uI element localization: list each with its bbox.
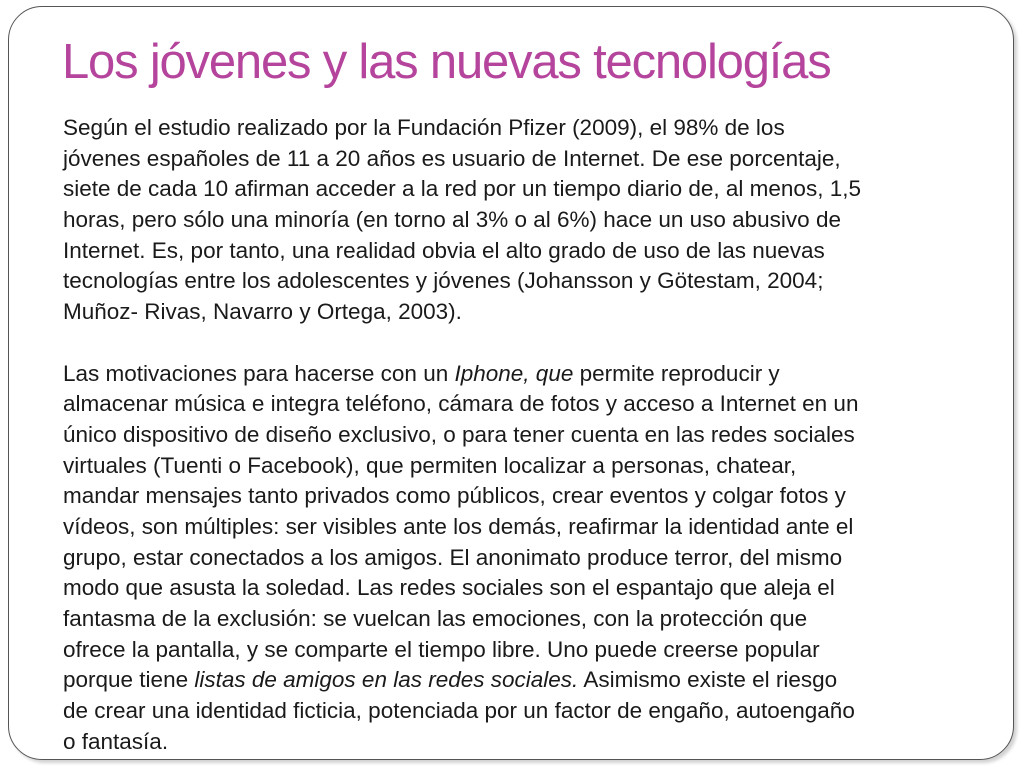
paragraph-2-line xyxy=(63,359,968,390)
paragraph-2-line xyxy=(63,665,968,696)
slide-body xyxy=(63,113,968,757)
paragraph-2-line: único dispositivo de diseño exclusivo, o para tener cuenta en las redes sociales xyxy=(63,421,855,447)
paragraph-2-line: modo que asusta la soledad. Las redes sociales son el espantajo que aleja el xyxy=(63,575,835,601)
paragraph-1-line: Muñoz- Rivas, Navarro y Ortega, 2003). xyxy=(63,299,462,325)
paragraph-2-line: almacenar música e integra teléfono, cámara de fotos y acceso a Internet en un xyxy=(63,391,859,417)
text-run: porque tiene xyxy=(63,667,195,693)
paragraph-2-line: virtuales (Tuenti o Facebook), que permiten localizar a personas, chatear, xyxy=(63,452,797,478)
italic-phrase: listas de amigos en las redes sociales. xyxy=(194,667,579,693)
text-run: Asimismo existe el riesgo xyxy=(578,667,838,693)
italic-phrase: Iphone, que xyxy=(454,360,574,386)
paragraph-1-line: jóvenes españoles de 11 a 20 años es usuario de Internet. De ese porcentaje, xyxy=(63,145,841,171)
paragraph-1-line: tecnologías entre los adolescentes y jóvenes (Johansson y Götestam, 2004; xyxy=(63,268,824,294)
paragraph-2-line: fantasma de la exclusión: se vuelcan las emociones, con la protección que xyxy=(63,606,808,631)
paragraph-2-line: ofrece la pantalla, y se comparte el tiempo libre. Uno puede creerse popular xyxy=(63,636,820,662)
paragraph-gap xyxy=(63,328,968,359)
paragraph-2-line: mandar mensajes tanto privados como públicos, crear eventos y colgar fotos y xyxy=(63,483,846,509)
paragraph-2-line: de crear una identidad ficticia, potenciada por un factor de engaño, autoengaño xyxy=(63,698,855,724)
paragraph-1-line: siete de cada 10 afirman acceder a la red por un tiempo diario de, al menos, 1,5 xyxy=(63,176,861,202)
paragraph-1 xyxy=(63,113,968,328)
paragraph-1-line: horas, pero sólo una minoría (en torno al 3% o al 6%) hace un uso abusivo de xyxy=(63,207,841,233)
paragraph-2-line: grupo, estar conectados a los amigos. El anonimato produce terror, del mismo xyxy=(63,544,843,570)
paragraph-2-line: o fantasía. xyxy=(63,728,169,754)
slide-title: Los jóvenes y las nuevas tecnologías xyxy=(62,35,831,89)
paragraph-2-line: vídeos, son múltiples: ser visibles ante los demás, reafirmar la identidad ante el xyxy=(63,513,854,539)
text-run: Las motivaciones para hacerse con un xyxy=(63,360,455,386)
paragraph-1-line: Según el estudio realizado por la Fundación Pfizer (2009), el 98% de los xyxy=(63,115,785,140)
paragraph-2 xyxy=(63,359,968,758)
paragraph-1-line: Internet. Es, por tanto, una realidad obvia el alto grado de uso de las nuevas xyxy=(63,237,825,263)
text-run: permite reproducir y xyxy=(573,360,780,386)
